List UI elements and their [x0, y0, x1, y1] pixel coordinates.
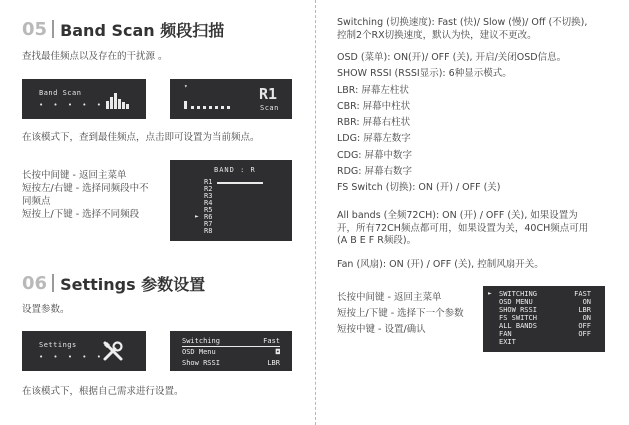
channel-item: R1 — [204, 178, 213, 186]
settings-row — [499, 322, 591, 330]
explanation-line: 控制2个RX切换速度，默认为快，建议不更改。 — [337, 29, 537, 41]
row-underline — [182, 346, 280, 347]
setting-name: FS SWITCH — [499, 314, 537, 322]
settings-row — [499, 330, 591, 338]
channel-item: R5 — [204, 206, 213, 214]
explanation-line: (A B E F R频段)。 — [337, 235, 417, 246]
channel-label: R1 — [259, 85, 278, 103]
setting-name: OSD Menu — [182, 348, 216, 356]
settings-row — [499, 298, 591, 306]
heading-divider — [52, 274, 54, 292]
channel-item: R8 — [204, 227, 213, 235]
explanation-line: LDG: 屏幕左数字 — [337, 133, 411, 145]
explanation-line: SHOW RSSI (RSSI显示): 6种显示模式。 — [337, 68, 512, 80]
instruction-line: 短按左/右键 - 选择同频段中不 — [22, 183, 149, 194]
settings-heading — [22, 272, 205, 294]
instruction-line: 短按上/下键 - 选择不同频段 — [22, 209, 140, 220]
scan-arrow-icon: ▾ — [184, 83, 189, 90]
explanation-line: LBR: 屏幕左柱状 — [337, 84, 409, 96]
all-bands-explanation — [337, 210, 588, 248]
section-number: 05 — [22, 18, 48, 40]
band-title: BAND : R — [214, 166, 256, 174]
setting-name: Show RSSI — [182, 359, 220, 367]
setting-name: SWITCHING — [499, 290, 537, 298]
screen-label: Settings — [39, 341, 77, 349]
setting-name: Switching — [182, 337, 220, 345]
explanation-line: CDG: 屏幕中数字 — [337, 149, 413, 161]
setting-name: FAN — [499, 330, 512, 338]
fan-explanation: Fan (风扇): ON (开) / OFF (关), 控制风扇开关。 — [337, 259, 544, 270]
instruction-line: 同频点 — [22, 196, 51, 207]
explanation-line: Switching (切换速度): Fast (快)/ Slow (慢)/ Off (不切换), — [337, 17, 588, 28]
instruction-line: 短按上/下键 - 选择下一个参数 — [337, 308, 464, 319]
selection-arrow-icon: ► — [195, 213, 199, 220]
explanation-line: FS Switch (切换): ON (开) / OFF (关) — [337, 182, 501, 194]
band-scan-menu-screen — [22, 79, 146, 119]
signal-line — [217, 182, 263, 184]
setting-name: ALL BANDS — [499, 322, 537, 330]
column-divider — [315, 0, 316, 425]
channel-item: R3 — [204, 192, 213, 200]
setting-value: FAST — [574, 290, 591, 298]
settings-row — [182, 359, 280, 367]
setting-value: ON — [582, 298, 591, 306]
settings-instructions — [337, 290, 464, 338]
instruction-line: 长按中间键 - 返回主菜单 — [22, 170, 127, 181]
page-dots: • • • • • — [39, 101, 104, 109]
channel-item: R7 — [204, 220, 213, 228]
settings-list-screen — [170, 331, 292, 371]
settings-row — [499, 314, 591, 322]
settings-explanations — [337, 17, 587, 42]
channel-item: R2 — [204, 185, 213, 193]
heading-divider — [52, 20, 54, 38]
settings-row — [499, 290, 591, 298]
settings-row — [499, 338, 591, 346]
page-dots: • • • • • — [39, 353, 104, 361]
explanation-line: RBR: 屏幕右柱状 — [337, 117, 411, 129]
band-scan-mode-text: 在该模式下，查到最佳频点，点击即可设置为当前频点。 — [22, 132, 260, 143]
band-scan-heading — [22, 18, 224, 40]
settings-mode-text: 在该模式下，根据自己需求进行设置。 — [22, 386, 184, 397]
channel-item: R6 — [204, 213, 213, 221]
explanation-line: 开，所有72CH频点都可用，如果设置为关，40CH频点可用 — [337, 222, 589, 234]
setting-name: OSD MENU — [499, 298, 533, 306]
tools-icon — [102, 340, 124, 362]
settings-row — [182, 348, 280, 356]
setting-value: OFF — [578, 322, 591, 330]
explanation-line: RDG: 屏幕右数字 — [337, 166, 412, 178]
band-scan-result-screen — [170, 79, 292, 119]
setting-name: SHOW RSSI — [499, 306, 537, 314]
scan-label: Scan — [260, 104, 279, 112]
settings-explanations-list — [337, 50, 566, 197]
setting-value: ON — [582, 314, 591, 322]
channel-item: R4 — [204, 199, 213, 207]
setting-value: LBR — [267, 359, 280, 367]
explanation-line: All bands (全频72CH): ON (开) / OFF (关), 如果设置为 — [337, 210, 578, 221]
explanation-line: CBR: 屏幕中柱状 — [337, 100, 411, 112]
selection-arrow-icon: ► — [488, 290, 492, 297]
section-title: Band Scan 频段扫描 — [60, 20, 225, 40]
instruction-line: 长按中间键 - 返回主菜单 — [337, 292, 442, 303]
full-settings-screen — [483, 286, 605, 352]
band-scan-instructions — [22, 169, 149, 221]
settings-row — [182, 337, 280, 345]
setting-value: OFF — [578, 330, 591, 338]
band-channel-screen — [170, 160, 292, 241]
section-number: 06 — [22, 272, 48, 294]
screen-label: Band Scan — [39, 89, 82, 97]
settings-description: 设置参数。 — [22, 304, 70, 315]
settings-menu-screen — [22, 331, 146, 371]
osd-icon: ◘ — [275, 348, 280, 356]
band-scan-description: 查找最佳频点以及存在的干扰源 。 — [22, 51, 168, 62]
settings-row — [499, 306, 591, 314]
explanation-line: OSD (菜单): ON(开)/ OFF (关), 开启/关闭OSD信息。 — [337, 52, 567, 63]
setting-name: EXIT — [499, 338, 516, 346]
setting-value: Fast — [263, 337, 280, 345]
setting-value: LBR — [578, 306, 591, 314]
section-title: Settings 参数设置 — [60, 274, 206, 294]
instruction-line: 短按中键 - 设置/确认 — [337, 324, 426, 335]
